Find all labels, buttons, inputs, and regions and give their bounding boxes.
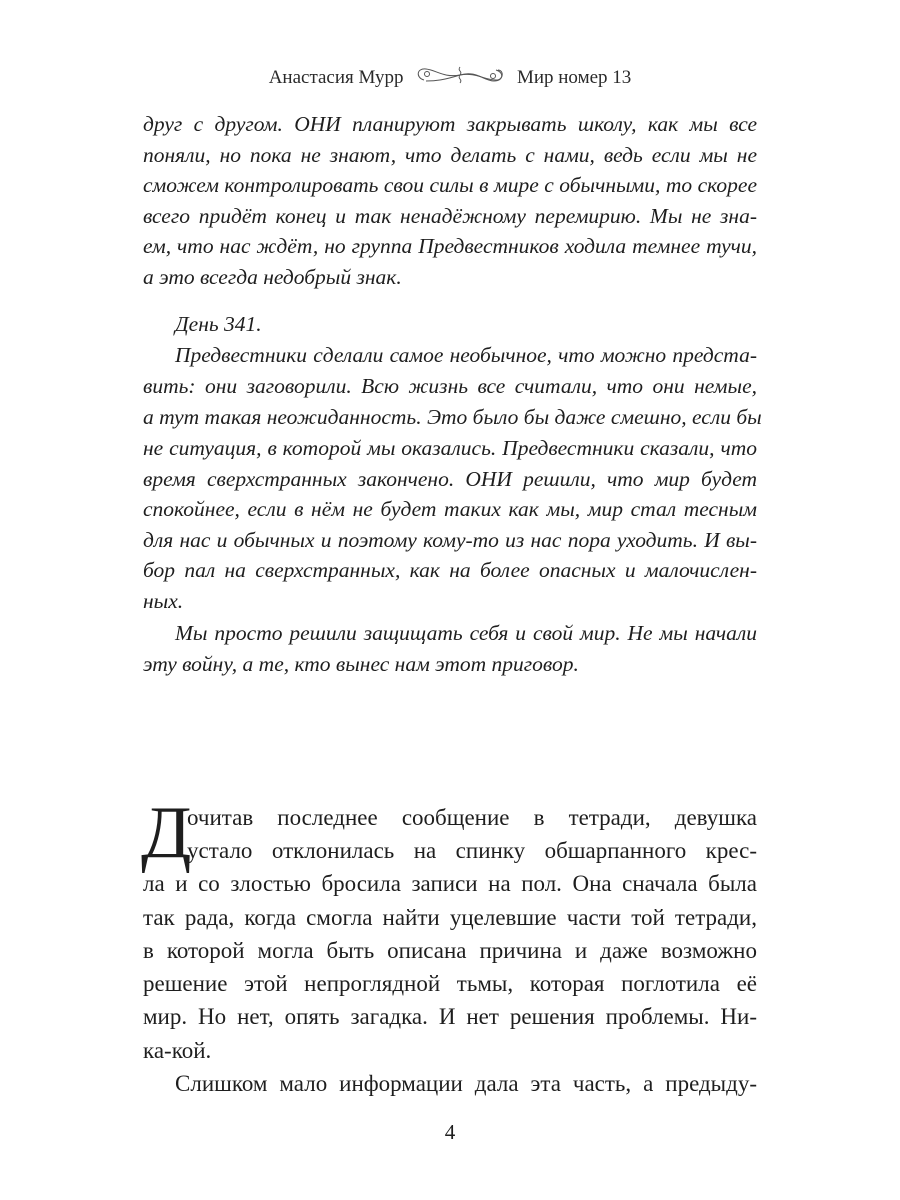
text-line: решение этой непроглядной тьмы, которая поглотила её — [143, 971, 757, 996]
text-line: а это всегда недобрый знак. — [143, 265, 402, 289]
text-line: ка-кой. — [143, 1038, 212, 1063]
text-line: сможем контролировать свои силы в мире с обычными, то скорее — [143, 173, 757, 197]
text-line: а тут такая неожиданность. Это было бы даже смешно, если бы — [143, 405, 762, 429]
text-line: для нас и обычных и поэтому кому-то из нас пора уходить. И вы- — [143, 528, 757, 552]
text-line: время сверхстранных закончено. ОНИ решили, что мир будет — [143, 467, 757, 491]
text-line: Предвестники сделали самое необычное, что можно предста- — [175, 343, 757, 367]
text-line: не ситуация, в которой мы оказались. Предвестники сказали, что — [143, 436, 757, 460]
text-line: эту войну, а те, кто вынес нам этот приговор. — [143, 652, 579, 676]
running-header — [0, 64, 900, 92]
text-line: поняли, но пока не знают, что делать с нами, ведь если мы не — [143, 143, 757, 167]
flourish-ornament-icon — [414, 64, 506, 92]
text-line: мир. Но нет, опять загадка. И нет решения проблемы. Ни- — [143, 1004, 757, 1029]
drop-cap: Д — [141, 792, 192, 874]
text-line: ных. — [143, 589, 184, 613]
text-line: очитав последнее сообщение в тетради, девушка — [187, 805, 757, 830]
text-line: в которой могла быть описана причина и даже возможно — [143, 938, 757, 963]
page-number: 4 — [444, 1120, 456, 1144]
text-line: спокойнее, если в нём не будет таких как мы, мир стал тесным — [143, 497, 757, 521]
diary-heading: День 341. — [175, 312, 262, 336]
text-line: ла и со злостью бросила записи на пол. Она сначала была — [143, 871, 757, 896]
text-line: вить: они заговорили. Всю жизнь все считали, что они немые, — [143, 374, 757, 398]
text-line: Слишком мало информации дала эта часть, а предыду- — [175, 1071, 757, 1096]
text-line: всего придёт конец и так ненадёжному перемирию. Мы не зна- — [143, 204, 757, 228]
text-line: так рада, когда смогла найти уцелевшие части той тетради, — [143, 905, 757, 930]
text-line: ем, что нас ждёт, но группа Предвестников ходила темнее тучи, — [143, 234, 757, 258]
header-title: Мир номер 13 — [516, 67, 632, 88]
text-line: бор пал на сверхстранных, как на более опасных и малочислен- — [143, 558, 757, 582]
text-line: друг с другом. ОНИ планируют закрывать школу, как мы все — [143, 112, 757, 136]
header-author: Анастасия Мурр — [268, 67, 404, 88]
text-line: Мы просто решили защищать себя и свой мир. Не мы начали — [175, 621, 757, 645]
text-line: устало отклонилась на спинку обшарпанного крес- — [187, 838, 757, 863]
